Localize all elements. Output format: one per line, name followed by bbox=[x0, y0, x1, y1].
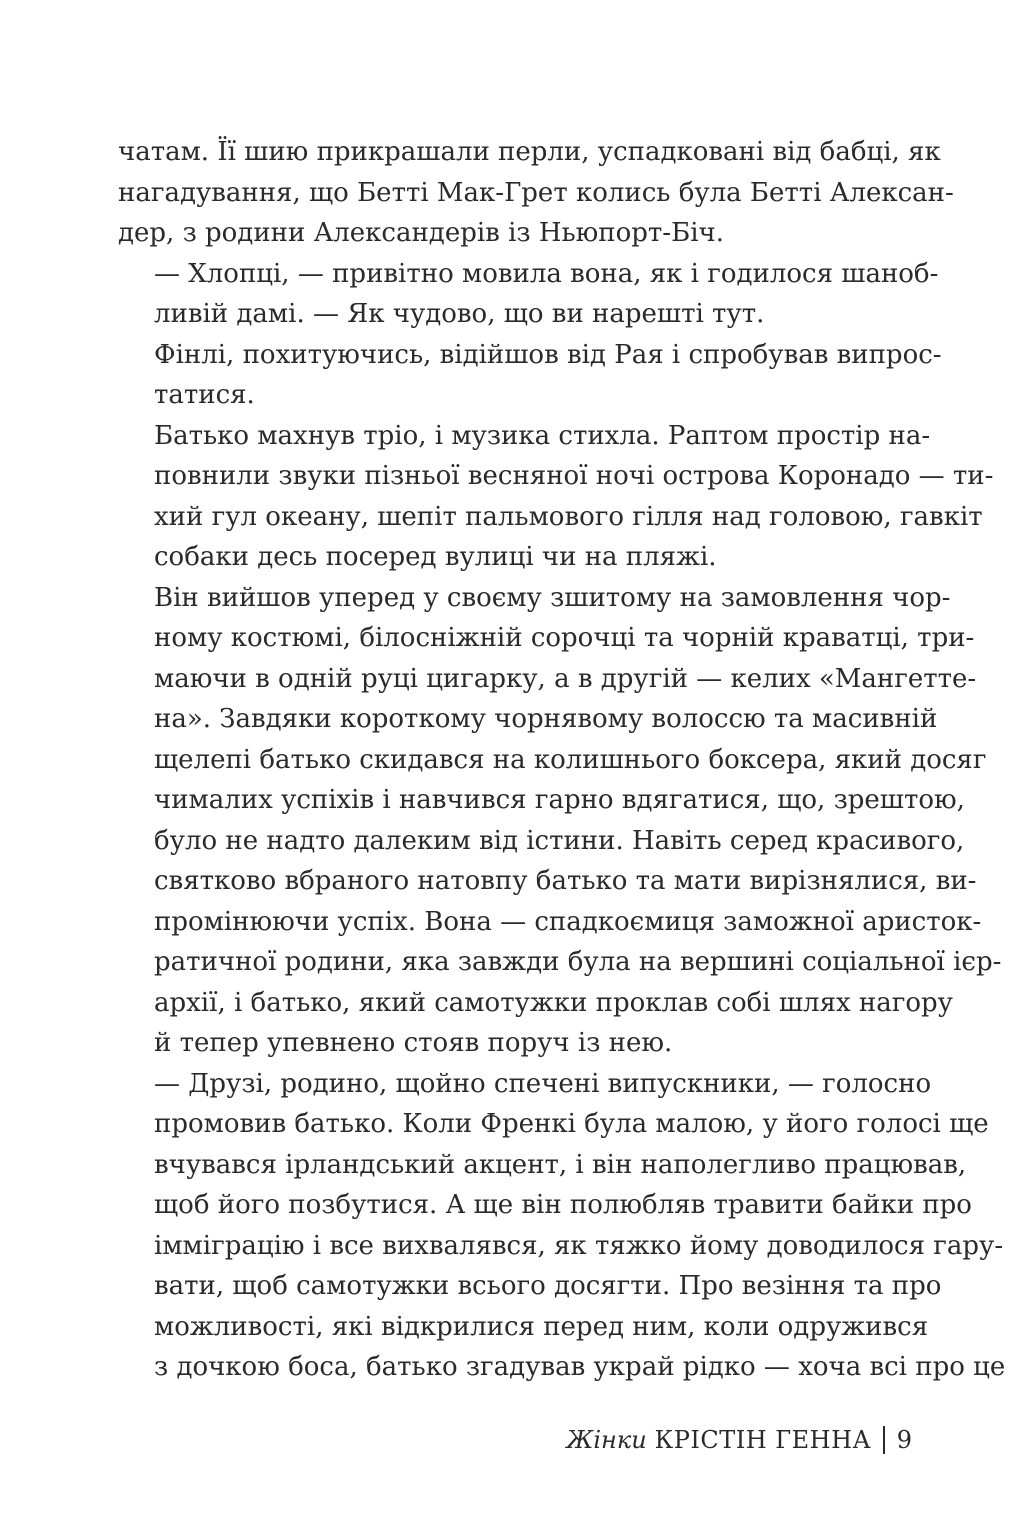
paragraph bbox=[118, 335, 942, 416]
text-line: татися. bbox=[154, 380, 255, 410]
text-line: з дочкою боса, батько згадував украй рідко — хоча всі про це bbox=[154, 1352, 1006, 1382]
text-line: можливості, які відкрилися перед ним, коли одружився bbox=[154, 1311, 929, 1342]
paragraph bbox=[118, 416, 994, 578]
text-line: було не надто далеким від істини. Навіть серед красивого, bbox=[154, 825, 965, 856]
text-line: вати, щоб самотужки всього досягти. Про везіння та про bbox=[154, 1271, 942, 1301]
text-line: повнили звуки пізньої весняної ночі острова Коронадо — ти- bbox=[154, 461, 994, 491]
page-number: 9 bbox=[896, 1426, 912, 1454]
text-line: чатам. Її шию прикрашали перли, успадковані від бабці, як bbox=[118, 137, 941, 167]
text-line: маючи в одній руці цигарку, а в другій — келих «Мангетте- bbox=[154, 663, 977, 694]
footer-book-title: Жінки bbox=[566, 1426, 647, 1454]
paragraph bbox=[118, 132, 954, 254]
paragraph bbox=[118, 254, 939, 335]
text-line: щоб його позбутися. А ще він полюбляв травити байки про bbox=[154, 1190, 972, 1220]
text-line: промовив батько. Коли Френкі була малою, у його голосі ще bbox=[154, 1109, 989, 1139]
text-line: ному костюмі, білосніжній сорочці та чорній краватці, три- bbox=[154, 623, 975, 653]
text-line: щелепі батько скидався на колишнього боксера, який досяг bbox=[154, 744, 987, 775]
text-line: імміграцію і все вихвалявся, як тяжко йому доводилося гару- bbox=[154, 1230, 1004, 1261]
text-line: святково вбраного натовпу батько та мати вирізнялися, ви- bbox=[154, 866, 977, 896]
text-line: хий гул океану, шепіт пальмового гілля над головою, гавкіт bbox=[154, 501, 983, 532]
text-line: Батько махнув тріо, і музика стихла. Раптом простір на- bbox=[154, 420, 931, 451]
text-line: й тепер упевнено стояв поруч із нею. bbox=[154, 1028, 673, 1058]
text-line: Він вийшов уперед у своєму зшитому на замовлення чор- bbox=[154, 582, 951, 613]
text-line: ливій дамі. — Як чудово, що ви нарешті тут. bbox=[154, 299, 765, 329]
paragraph bbox=[118, 578, 1002, 1064]
text-line: ратичної родини, яка завжди була на вершині соціальної ієр- bbox=[154, 947, 1002, 977]
body-text bbox=[118, 132, 1006, 1388]
running-footer bbox=[566, 1425, 912, 1455]
text-line: архії, і батько, який самотужки проклав собі шлях нагору bbox=[154, 987, 953, 1018]
text-line: на». Завдяки короткому чорнявому волоссю та масивній bbox=[154, 704, 938, 734]
footer-separator bbox=[883, 1426, 885, 1454]
footer-author: КРІСТІН ГЕННА bbox=[654, 1426, 872, 1454]
text-line: — Друзі, родино, щойно спечені випускники, — голосно bbox=[154, 1068, 932, 1099]
paragraph bbox=[118, 1064, 1006, 1388]
text-line: Фінлі, похитуючись, відійшов від Рая і спробував випрос- bbox=[154, 339, 942, 370]
text-line: чималих успіхів і навчився гарно вдягатися, що, зрештою, bbox=[154, 785, 965, 815]
text-line: собаки десь посеред вулиці чи на пляжі. bbox=[154, 542, 717, 572]
text-line: вчувався ірландський акцент, і він наполегливо працював, bbox=[154, 1149, 967, 1180]
text-line: — Хлопці, — привітно мовила вона, як і годилося шаноб- bbox=[154, 258, 939, 289]
text-line: промінюючи успіх. Вона — спадкоємиця заможної аристок- bbox=[154, 906, 982, 937]
text-line: дер, з родини Александерів із Ньюпорт-Біч. bbox=[118, 218, 724, 248]
text-line: нагадування, що Бетті Мак-Грет колись була Бетті Алексан- bbox=[118, 177, 954, 208]
